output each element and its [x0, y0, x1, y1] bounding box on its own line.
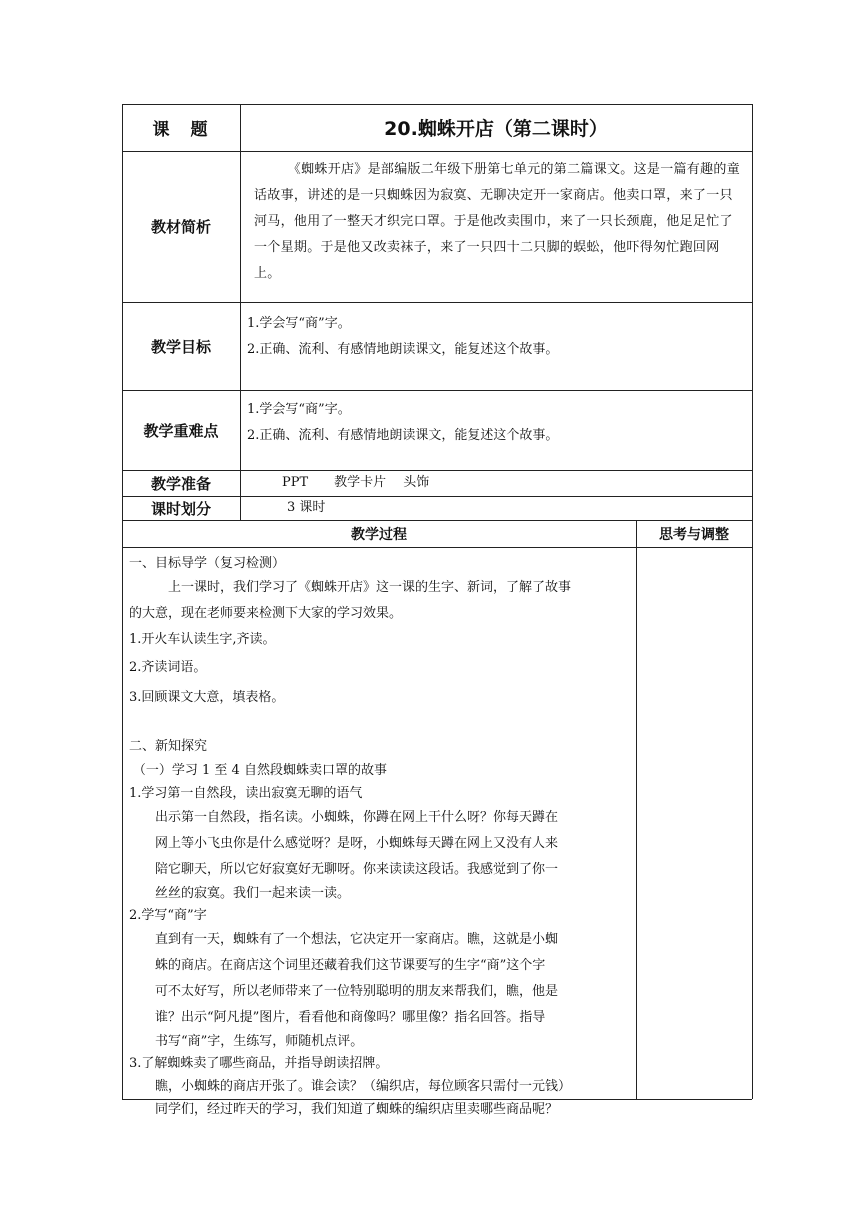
process-line: 2.齐读词语。: [129, 660, 207, 675]
material-paragraph: 《蜘蛛开店》是部编版二年级下册第七单元的第二篇课文。这是一篇有趣的童话故事，讲述的是一只蜘蛛因为寂寞、无聊决定开一家商店。他卖口罩，来了一只河马，他用了一整天才织完口罩。于是他改卖围巾，来了一只长颈鹿，他足足忙了一个星期。于是他又改卖袜子，来了一只四十二只脚的蜈蚣，他吓得匆忙跑回网上。: [254, 162, 740, 281]
step-heading: 2.学写“商”字: [129, 908, 207, 923]
subsection-heading: （一）学习 1 至 4 自然段蜘蛛卖口罩的故事: [132, 763, 387, 778]
step-heading: 1.学习第一自然段，读出寂寞无聊的语气: [129, 786, 363, 801]
material-label: 教材简析: [150, 218, 211, 236]
goal-item: 2.正确、流利、有感情地朗读课文，能复述这个故事。: [247, 342, 559, 357]
process-line: 网上等小飞虫你是什么感觉呀？是呀，小蜘蛛每天蹲在网上又没有人来: [155, 836, 559, 851]
prep-value: PPT 教学卡片 头饰: [282, 475, 430, 490]
blank-line: [129, 713, 630, 735]
prep-label: 教学准备: [150, 474, 211, 493]
lesson-title: 20.蜘蛛开店（第二课时）: [384, 118, 608, 140]
title-label: 课 题: [152, 120, 210, 140]
process-line: 同学们，经过昨天的学习，我们知道了蜘蛛的编织店里卖哪些商品呢？: [155, 1102, 559, 1117]
process-line: 谁？出示“阿凡提”图片，看看他和商像吗？哪里像？指名回答。指导: [155, 1010, 546, 1025]
section-heading: 一、目标导学（复习检测）: [129, 556, 286, 571]
key-point-item: 1.学会写“商”字。: [247, 402, 351, 417]
hours-value: 3 课时: [287, 500, 326, 515]
process-line: 直到有一天，蜘蛛有了一个想法，它决定开一家商店。瞧，这就是小蜘: [155, 932, 559, 947]
goal-item: 1.学会写“商”字。: [247, 316, 351, 331]
process-line: 可不太好写，所以老师带来了一位特别聪明的朋友来帮我们，瞧，他是: [155, 984, 559, 999]
process-line: 3.回顾课文大意，填表格。: [129, 690, 285, 705]
section-heading: 二、新知探究: [129, 739, 208, 754]
table-border: [752, 104, 753, 1099]
process-line: 上一课时，我们学习了《蜘蛛开店》这一课的生字、新词，了解了故事: [168, 580, 572, 595]
process-body: [122, 547, 636, 1117]
process-header: 教学过程: [351, 526, 407, 543]
process-line: 瞧，小蜘蛛的商店开张了。谁会读？（编织店，每位顾客只需付一元钱）: [155, 1079, 572, 1094]
hours-label: 课时划分: [150, 499, 211, 518]
key-point-item: 2.正确、流利、有感情地朗读课文，能复述这个故事。: [247, 428, 559, 443]
process-line: 丝丝的寂寞。我们一起来读一读。: [155, 886, 351, 901]
process-line: 1.开火车认读生字,齐读。: [129, 632, 276, 647]
key-points-content: [240, 390, 752, 470]
step-heading: 3.了解蜘蛛卖了哪些商品，并指导朗读招牌。: [129, 1056, 389, 1071]
process-line: 陪它聊天，所以它好寂寞好无聊呀。你来读读这段话。我感觉到了你一: [155, 862, 559, 877]
key-points-label: 教学重难点: [143, 421, 219, 440]
process-line: 的大意，现在老师要来检测下大家的学习效果。: [129, 606, 403, 621]
goals-content: [240, 302, 752, 390]
process-line: 蛛的商店。在商店这个词里还藏着我们这节课要写的生字“商”这个字: [155, 958, 546, 973]
reflection-column: [636, 547, 752, 1099]
material-text: [240, 151, 752, 302]
goals-label: 教学目标: [150, 337, 211, 356]
process-line: 书写“商”字，生练写，师随机点评。: [155, 1034, 364, 1049]
process-line: 出示第一自然段，指名读。小蜘蛛，你蹲在网上干什么呀？你每天蹲在: [155, 810, 559, 825]
reflection-header: 思考与调整: [659, 526, 729, 543]
